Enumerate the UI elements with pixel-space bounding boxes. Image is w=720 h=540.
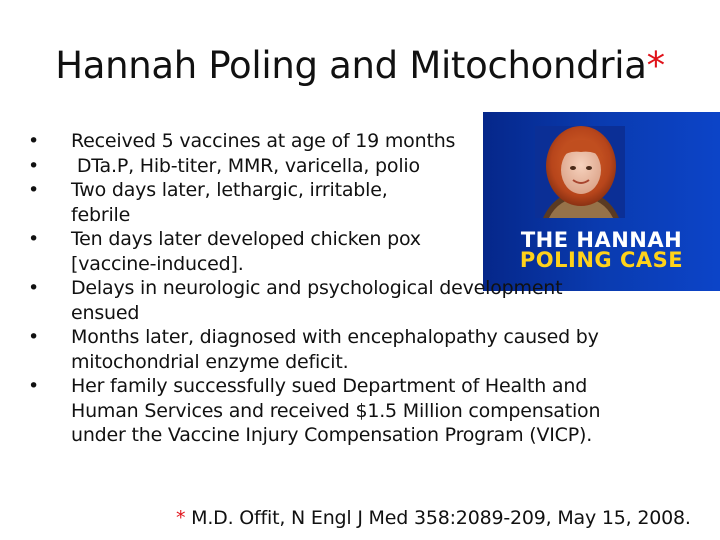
bullet-marker: • [28,154,40,177]
image-caption-line-2: POLING CASE [519,248,684,272]
image-caption-line-1: THE HANNAH [520,228,683,252]
bullet-marker: • [28,130,40,152]
bullet-item [28,178,708,227]
bullet-text: Ten days later developed chicken pox [vaccine-induced]. [71,228,421,275]
bullet-item [28,154,708,179]
bullet-text: Delays in neurologic and psychological development ensued [71,277,563,324]
citation-marker: * [176,507,186,529]
bullet-text: Months later, diagnosed with encephalopathy caused by mitochondrial enzyme deficit. [71,326,599,373]
citation-footnote [176,506,691,530]
bullet-text: Her family successfully sued Department of Health and Human Services and received $1.5 Million compensation under the Vaccine Injury Compensation Program (VICP). [71,375,601,446]
bullet-text: Received 5 vaccines at age of 19 months [71,130,456,152]
citation-text: M.D. Offit, N Engl J Med 358:2089-209, May 15, 2008. [185,507,691,529]
bullet-item [28,227,708,276]
bullet-item [28,325,708,374]
bullet-item [28,374,708,448]
bullet-item [28,129,708,154]
title-footnote-marker: * [646,44,665,87]
bullet-text: Two days later, lethargic, irritable, febrile [71,179,388,226]
bullet-item [28,276,708,325]
title-text: Hannah Poling and Mitochondria [55,44,647,87]
bullet-marker: • [28,228,40,250]
bullet-marker: • [28,375,40,397]
bullet-marker: • [28,179,40,201]
bullet-marker: • [28,326,40,348]
bullet-text: DTa.P, Hib-titer, MMR, varicella, polio [71,154,420,177]
bullet-list [28,129,708,448]
slide-title [0,42,720,90]
bullet-marker: • [28,277,40,299]
